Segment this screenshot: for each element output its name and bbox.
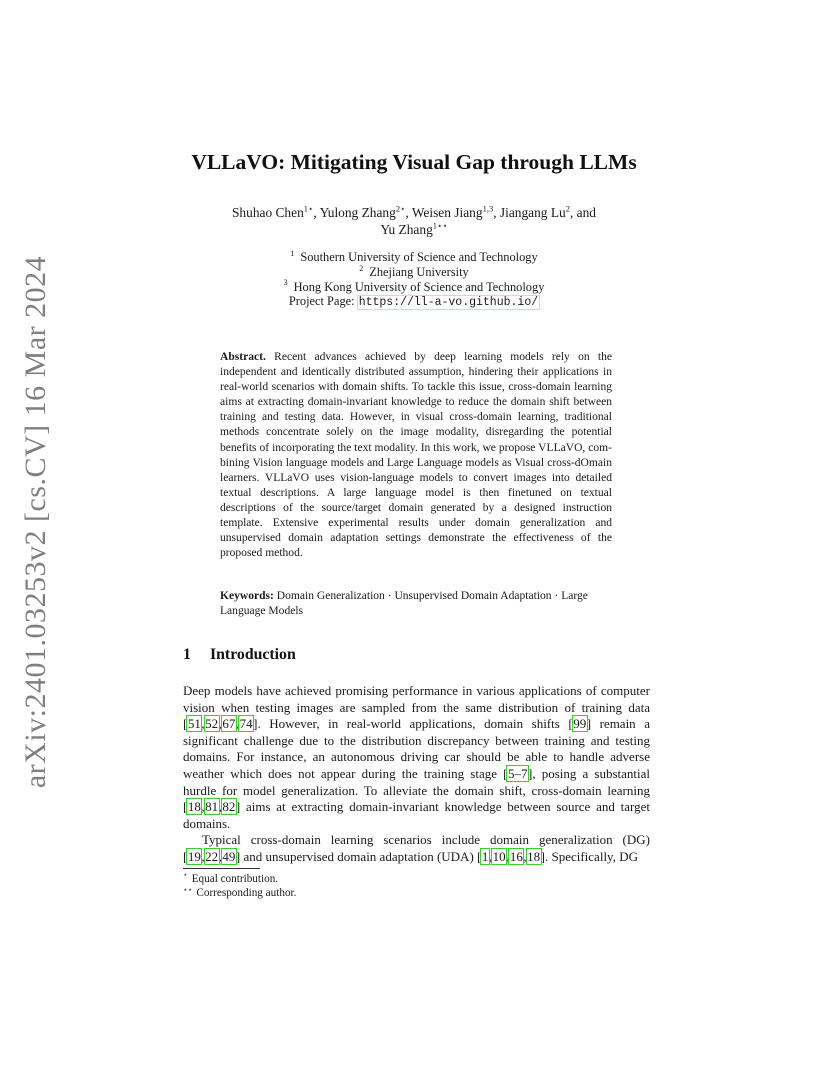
- citation-link[interactable]: 51: [187, 716, 201, 732]
- citation-link[interactable]: 18: [527, 848, 541, 864]
- citation-link[interactable]: 10: [492, 848, 506, 864]
- abstract-label: Abstract.: [220, 351, 266, 363]
- author-affil-mark: 1,3: [482, 203, 494, 214]
- footnote-text: Equal contribution.: [191, 873, 279, 885]
- footnote-text: Corresponding author.: [196, 887, 297, 900]
- affiliation: [0, 265, 828, 280]
- citation-link[interactable]: 16: [509, 848, 523, 864]
- author-separator: ,: [493, 205, 500, 220]
- author-separator: ,: [313, 205, 320, 220]
- author-list: [190, 204, 638, 238]
- section-title: Introduction: [210, 646, 296, 663]
- affil-name: Hong Kong University of Science and Technology: [293, 279, 545, 294]
- intro-paragraph: Deep models have achieved promising performance in various applications of computer vision when testing images are sampled from the same distribution of training data [51,52,67,74]. However, in real-world applications, domain shifts [99] remain a significant challenge due to the distribution discrepancy between training and testing domains. For instance, an autonomous driving car should be able to handle adverse weather which does not appear during the training stage [5–7], posing a substantial hurdle for model generalization. To alleviate the domain shift, cross-domain learning [18,81,82] aims at extracting domain-invariant knowledge between source and target domains.: [183, 683, 650, 831]
- citation-link[interactable]: 81: [205, 799, 219, 815]
- author-affil-mark: 1⋆: [303, 203, 314, 214]
- intro-paragraph: Typical cross-domain learning scenarios include domain generalization (DG) [19,22,49] and unsupervised domain adaptation (UDA) [1,10,16,18]. Specifically, DG: [183, 832, 650, 864]
- project-page-label: Project Page:: [288, 294, 358, 309]
- author-affil-mark: 2⋆: [395, 203, 406, 214]
- author-and: , and: [569, 205, 596, 220]
- affil-number: 1: [290, 248, 295, 258]
- intro-body: [183, 683, 650, 866]
- footnote-mark: ⋆⋆: [183, 884, 193, 894]
- footnotes: [183, 872, 643, 901]
- citation-link[interactable]: 52: [205, 716, 219, 732]
- author: Jiangang Lu: [499, 205, 566, 220]
- affiliation-list: [0, 250, 828, 311]
- paper-title: VLLaVO: Mitigating Visual Gap through LLMs: [191, 150, 637, 174]
- keywords-text: Domain Generalization · Unsupervised Domain Adaptation · Large Language Models: [220, 590, 588, 618]
- footnote: [183, 872, 643, 886]
- author: Shuhao Chen: [231, 205, 304, 220]
- affil-name: Zhejiang University: [369, 264, 469, 279]
- author-affil-mark: 1⋆⋆: [432, 220, 448, 231]
- affil-number: 3: [283, 278, 288, 288]
- citation-link[interactable]: 82: [222, 799, 236, 815]
- project-page-link[interactable]: https://ll-a-vo.github.io/: [358, 296, 539, 310]
- keywords-label: Keywords:: [220, 590, 274, 602]
- citation-link[interactable]: 67: [222, 716, 236, 732]
- author: Yu Zhang: [380, 222, 433, 237]
- abstract: [220, 350, 612, 561]
- author-separator: ,: [405, 205, 412, 220]
- footnote-mark: ⋆: [183, 870, 188, 880]
- citation-link[interactable]: 74: [239, 716, 253, 732]
- author: Yulong Zhang: [319, 205, 396, 220]
- project-page: [0, 294, 828, 311]
- keywords: [220, 589, 612, 619]
- author: Weisen Jiang: [411, 205, 483, 220]
- abstract-text: Recent advances achieved by deep learning models rely on the independent and identically distributed assumption, hindering their applications in real-world scenarios with domain shifts. To tackle this issue, cross-domain learning aims at extracting domain-invariant knowledge to reduce the domain shift between training and testing data. However, in visual cross-domain learning, traditional methods concentrate solely on the image modality, disregarding the potential benefits of incorporating the text modality. In this work, we propose VLLaVO, combining Vision language models and Large Language models as Visual cross-dOmain learners. VLLaVO uses vision-language models to convert images into detailed textual descriptions. A large language model is then finetuned on textual descriptions of the source/target domain generated by a designed instruction template. Extensive experimental results under domain generalization and unsupervised domain adaptation settings demonstrate the effectiveness of the proposed method.: [220, 351, 612, 560]
- arxiv-watermark: [14, 255, 58, 789]
- citation-link[interactable]: 22: [205, 848, 219, 864]
- author-affil-mark: 2: [565, 203, 570, 214]
- footnote-rule: [183, 868, 260, 869]
- citation-link[interactable]: 5–7: [507, 765, 528, 781]
- citation-link[interactable]: 99: [573, 716, 587, 732]
- footnote: [183, 886, 643, 900]
- section-heading: [183, 646, 296, 664]
- citation-link[interactable]: 1: [481, 848, 489, 864]
- citation-link[interactable]: 19: [187, 848, 201, 864]
- affiliation: [0, 280, 828, 295]
- section-number: 1: [183, 646, 191, 663]
- affil-number: 2: [359, 263, 364, 273]
- citation-link[interactable]: 49: [222, 848, 236, 864]
- arxiv-id[interactable]: arXiv:2401.03253v2 [cs.CV] 16 Mar 2024: [19, 255, 52, 789]
- affil-name: Southern University of Science and Technology: [300, 250, 538, 264]
- affiliation: [0, 250, 828, 265]
- citation-link[interactable]: 18: [187, 799, 201, 815]
